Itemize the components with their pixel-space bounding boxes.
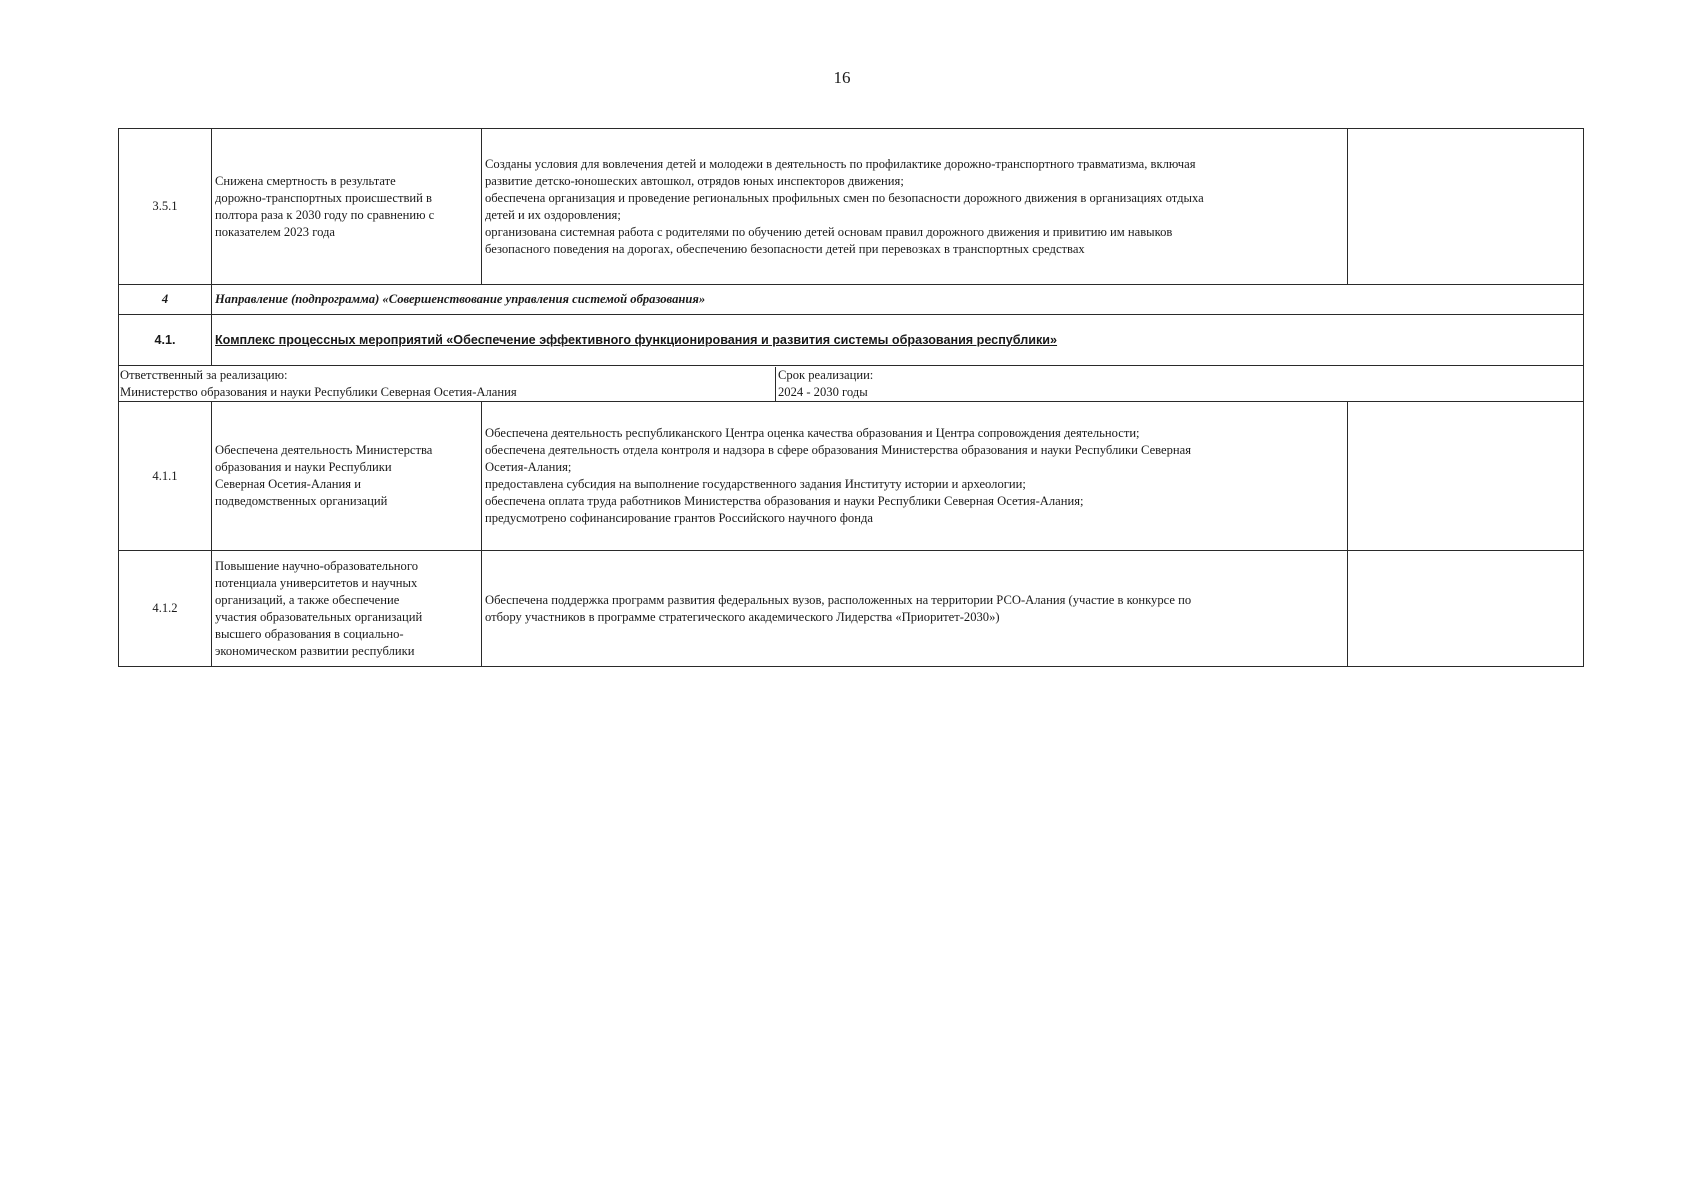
text-line: Обеспечена поддержка программ развития федеральных вузов, расположенных на территории РСО-Алания (участие в конкурсе по (485, 592, 1192, 607)
responsible-value: Министерство образования и науки Республики Северная Осетия-Алания (120, 384, 517, 399)
text-line: развитие детско-юношеских автошкол, отрядов юных инспекторов движения; (485, 173, 904, 188)
complex-title: Комплекс процессных мероприятий «Обеспечение эффективного функционирования и развития системы образования республики» (212, 315, 1584, 366)
description-cell (482, 129, 1348, 285)
text-line: Созданы условия для вовлечения детей и молодежи в деятельность по профилактике дорожно-транспортного травматизма, включая (485, 156, 1196, 171)
text-line: предусмотрено софинансирование грантов Российского научного фонда (485, 511, 873, 525)
complex-row (119, 315, 1584, 366)
text-line: участия образовательных организаций (215, 609, 423, 624)
text-line: Осетия-Алания; (485, 460, 572, 474)
text-line: безопасного поведения на дорогах, обеспечению безопасности детей при перевозках в транспортных средствах (485, 241, 1085, 256)
table-row (119, 551, 1584, 667)
text-line: детей и их оздоровления; (485, 207, 621, 222)
result-cell (212, 129, 482, 285)
row-number: 4.1. (119, 315, 212, 366)
text-line: полтора раза к 2030 году по сравнению с (215, 207, 435, 222)
text-line: обеспечена оплата труда работников Министерства образования и науки Республики Северная Осетия-Алания; (485, 494, 1084, 508)
text-line: показателем 2023 года (215, 224, 335, 239)
text-line: Северная Осетия-Алания и (215, 477, 361, 491)
row-number: 3.5.1 (119, 129, 212, 285)
responsible-row (119, 366, 1584, 402)
description-cell (482, 551, 1348, 667)
empty-cell (1348, 402, 1584, 551)
table-row (119, 402, 1584, 551)
section-row (119, 285, 1584, 315)
row-number: 4.1.1 (119, 402, 212, 551)
text-line: высшего образования в социально- (215, 626, 404, 641)
responsible-label: Ответственный за реализацию: (120, 367, 288, 382)
description-cell (482, 402, 1348, 551)
row-number: 4 (119, 285, 212, 315)
text-line: организована системная работа с родителями по обучению детей основам правил дорожного движения и привитию им навыков (485, 224, 1173, 239)
table-row (119, 129, 1584, 285)
text-line: потенциала университетов и научных (215, 575, 418, 590)
section-title: Направление (подпрограмма) «Совершенствование управления системой образования» (212, 285, 1584, 315)
text-line: обеспечена деятельность отдела контроля и надзора в сфере образования Министерства образования и науки Республики Северная (485, 443, 1192, 457)
result-cell (212, 402, 482, 551)
text-line: организаций, а также обеспечение (215, 592, 400, 607)
text-line: обеспечена организация и проведение региональных профильных смен по безопасности дорожного движения в организациях отдыха (485, 190, 1204, 205)
text-line: подведомственных организаций (215, 494, 388, 508)
text-line: Обеспечена деятельность Министерства (215, 443, 433, 457)
text-line: отбору участников в программе стратегического академического Лидерства «Приоритет-2030») (485, 609, 1000, 624)
text-line: экономическом развитии республики (215, 643, 415, 658)
empty-cell (1348, 551, 1584, 667)
term-label: Срок реализации: (778, 367, 874, 382)
text-line: образования и науки Республики (215, 460, 392, 474)
text-line: предоставлена субсидия на выполнение государственного задания Институту истории и археологии; (485, 477, 1026, 491)
result-cell (212, 551, 482, 667)
responsible-cell (119, 366, 1584, 402)
term-value: 2024 - 2030 годы (778, 384, 868, 399)
row-number: 4.1.2 (119, 551, 212, 667)
page-number: 16 (833, 68, 851, 87)
text-line: Снижена смертность в результате (215, 173, 396, 188)
empty-cell (1348, 129, 1584, 285)
text-line: Повышение научно-образовательного (215, 558, 418, 573)
text-line: Обеспечена деятельность республиканского Центра оценка качества образования и Центра сопровождения деятельности; (485, 426, 1140, 440)
text-line: дорожно-транспортных происшествий в (215, 190, 432, 205)
program-table (118, 128, 1584, 667)
